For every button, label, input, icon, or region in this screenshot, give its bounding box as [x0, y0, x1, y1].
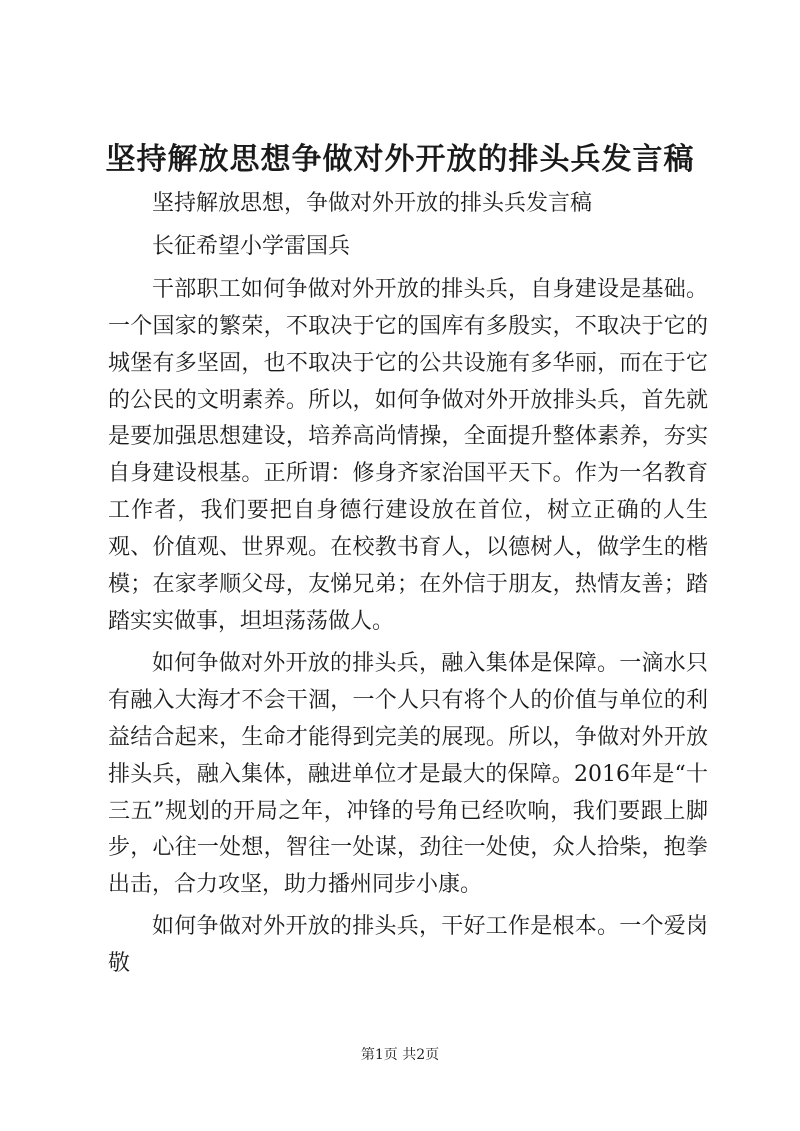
page-footer: 第1页 共2页	[360, 1047, 440, 1063]
document-body	[108, 186, 708, 988]
document-subtitle: 坚持解放思想，争做对外开放的排头兵发言稿	[152, 191, 593, 216]
paragraph-collective: 如何争做对外开放的排头兵，融入集体是保障。一滴水只有融入大海才不会干涸，一个人只有将个人的价值与单位的利益结合起来，生命才能得到完美的展现。所以，争做对外开放排头兵，融入集体，融进单位才是最大的保障。2016年是“十三五”规划的开局之年，冲锋的号角已经吹响，我们要跟上脚步，心往一处想，智往一处谋，劲往一处使，众人拾柴，抱拳出击，合力攻坚，助力播州同步小康。	[108, 650, 708, 898]
paragraph-work: 如何争做对外开放的排头兵，干好工作是根本。一个爱岗敬	[108, 914, 708, 977]
document-title: 坚持解放思想争做对外开放的排头兵发言稿	[105, 142, 695, 177]
paragraph-self-building: 干部职工如何争做对外开放的排头兵，自身建设是基础。一个国家的繁荣，不取决于它的国库有多殷实，不取决于它的城堡有多坚固，也不取决于它的公共设施有多华丽，而在于它的公民的文明素养。所以，如何争做对外开放排头兵，首先就是要加强思想建设，培养高尚情操，全面提升整体素养，夯实自身建设根基。正所谓：修身齐家治国平天下。作为一名教育工作者，我们要把自身德行建设放在首位，树立正确的人生观、价值观、世界观。在校教书育人，以德树人，做学生的楷模；在家孝顺父母，友悌兄弟；在外信于朋友，热情友善；踏踏实实做事，坦坦荡荡做人。	[108, 276, 708, 634]
document-author: 长征希望小学雷国兵	[152, 233, 351, 259]
